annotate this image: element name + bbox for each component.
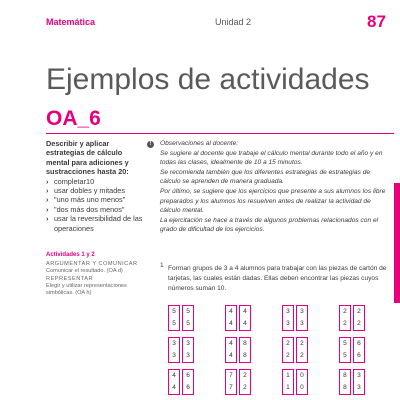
card-digit: 4 (229, 320, 233, 327)
card-digit: 5 (343, 352, 347, 359)
card-digit: 1 (286, 372, 290, 379)
number-card[interactable] (239, 369, 251, 395)
objective-item: › "uno más uno menos" (46, 195, 146, 204)
card-digit: 0 (300, 384, 304, 391)
card-digit: 3 (186, 352, 190, 359)
card-digit: 8 (243, 352, 247, 359)
card-pair (225, 305, 251, 331)
skill-description: Comunicar el resultado. (OA d) (46, 268, 123, 275)
notes-paragraph: Por último, se sugiere que los ejercicios que presente a sus alumnos los libre preparados y los alumnos los resuelven antes de realizar la actividad de cálculo mental. (160, 187, 386, 215)
card-pair (282, 369, 308, 395)
skill-label: REPRESENTAR (46, 275, 94, 282)
number-card[interactable] (339, 369, 351, 395)
card-pair (168, 337, 194, 363)
card-digit: 3 (186, 340, 190, 347)
number-card[interactable] (296, 337, 308, 363)
card-pair (225, 337, 251, 363)
number-card[interactable] (182, 305, 194, 331)
card-digit: 5 (186, 308, 190, 315)
card-digit: 4 (172, 384, 176, 391)
number-card[interactable] (239, 305, 251, 331)
number-card[interactable] (225, 337, 237, 363)
card-digit: 2 (300, 352, 304, 359)
card-digit: 5 (186, 320, 190, 327)
card-digit: 2 (286, 340, 290, 347)
teacher-notes (160, 139, 388, 235)
number-card[interactable] (353, 369, 365, 395)
card-digit: 3 (172, 340, 176, 347)
learning-objective (46, 139, 146, 233)
card-digit: 2 (357, 320, 361, 327)
card-digit: 5 (172, 320, 176, 327)
card-digit: 2 (243, 372, 247, 379)
card-digit: 2 (243, 384, 247, 391)
card-pair (168, 369, 194, 395)
card-digit: 6 (357, 352, 361, 359)
activity-text: Forman grupos de 3 a 4 alumnos para trabajar con las piezas de cartón de tarjetas, las cuales están dadas. Ellas deben encontrar las piezas cuyos números suman 10. (168, 265, 387, 292)
section-divider (46, 133, 394, 134)
card-digit: 3 (357, 384, 361, 391)
objective-item: › usar dobles y mitades (46, 186, 146, 195)
notes-label: Observaciones al docente: (160, 140, 239, 147)
number-card[interactable] (282, 337, 294, 363)
card-digit: 4 (243, 308, 247, 315)
card-digit: 6 (186, 384, 190, 391)
objective-item: › "dos más dos menos" (46, 205, 146, 214)
card-digit: 4 (229, 352, 233, 359)
activity-number: 1 (160, 262, 164, 269)
card-pair (339, 369, 365, 395)
card-pair (339, 305, 365, 331)
number-card[interactable] (239, 337, 251, 363)
card-digit: 3 (286, 308, 290, 315)
number-card[interactable] (182, 337, 194, 363)
card-digit: 3 (286, 320, 290, 327)
card-digit: 2 (357, 308, 361, 315)
number-card[interactable] (225, 369, 237, 395)
card-digit: 3 (357, 372, 361, 379)
number-card[interactable] (225, 305, 237, 331)
objective-item: › usar la reversibilidad de las operaciones (46, 214, 146, 233)
card-digit: 8 (343, 372, 347, 379)
oa-code: OA_6 (46, 107, 101, 130)
number-card[interactable] (339, 337, 351, 363)
activities-heading: Actividades 1 y 2 (46, 252, 95, 258)
number-card[interactable] (296, 305, 308, 331)
card-pair (168, 305, 194, 331)
card-digit: 6 (186, 372, 190, 379)
info-icon: ! (147, 141, 154, 148)
number-card[interactable] (168, 305, 180, 331)
card-digit: 4 (229, 308, 233, 315)
card-digit: 6 (357, 340, 361, 347)
card-digit: 7 (229, 384, 233, 391)
card-digit: 8 (343, 384, 347, 391)
card-digit: 4 (243, 320, 247, 327)
unit-label: Unidad 2 (215, 17, 252, 27)
card-digit: 3 (300, 308, 304, 315)
card-pair (339, 337, 365, 363)
card-digit: 7 (229, 372, 233, 379)
card-digit: 5 (172, 308, 176, 315)
number-card[interactable] (353, 337, 365, 363)
number-card[interactable] (282, 305, 294, 331)
number-card[interactable] (182, 369, 194, 395)
number-card[interactable] (296, 369, 308, 395)
page-title: Ejemplos de actividades (46, 63, 370, 96)
activities-panel (46, 252, 146, 297)
number-card[interactable] (168, 369, 180, 395)
skill-description: Elegir y utilizar representaciones simbólicas. (OA h) (46, 282, 127, 297)
notes-paragraph: Se sugiere al docente que trabaje el cálculo mental durante todo el año y en todas las clases, idealmente de 10 a 15 minutos. (160, 149, 383, 167)
number-card[interactable] (353, 305, 365, 331)
card-digit: 8 (243, 340, 247, 347)
card-digit: 4 (172, 372, 176, 379)
card-digit: 2 (300, 340, 304, 347)
card-pair (282, 337, 308, 363)
card-digit: 2 (343, 320, 347, 327)
card-digit: 2 (343, 308, 347, 315)
card-digit: 0 (300, 372, 304, 379)
card-pair (282, 305, 308, 331)
number-card[interactable] (339, 305, 351, 331)
notes-paragraph: Se recomienda también que los diferentes estrategias de estrategias de cálculo se aprenden de manera graduada. (160, 168, 371, 186)
card-digit: 3 (300, 320, 304, 327)
number-card[interactable] (168, 337, 180, 363)
page-header (0, 0, 400, 36)
notes-paragraph: La ejercitación se hace a través de algunos problemas relacionados con el grado de dificultad de los ejercicios. (160, 216, 379, 234)
skill-label: ARGUMENTAR Y COMUNICAR (46, 261, 138, 268)
number-card[interactable] (282, 369, 294, 395)
page-number: 87 (367, 12, 386, 31)
card-digit: 2 (286, 352, 290, 359)
subject-label: Matemática (46, 17, 96, 27)
objective-intro: Describir y aplicar estrategias de cálculo mental para adiciones y sustracciones hasta 20: (46, 139, 129, 177)
card-digit: 5 (343, 340, 347, 347)
card-digit: 4 (229, 340, 233, 347)
card-digit: 1 (286, 384, 290, 391)
card-digit: 3 (172, 352, 176, 359)
objective-list (46, 177, 146, 233)
side-tab-marker (394, 183, 400, 303)
objective-item: › completar10 (46, 177, 146, 186)
card-pair (225, 369, 251, 395)
